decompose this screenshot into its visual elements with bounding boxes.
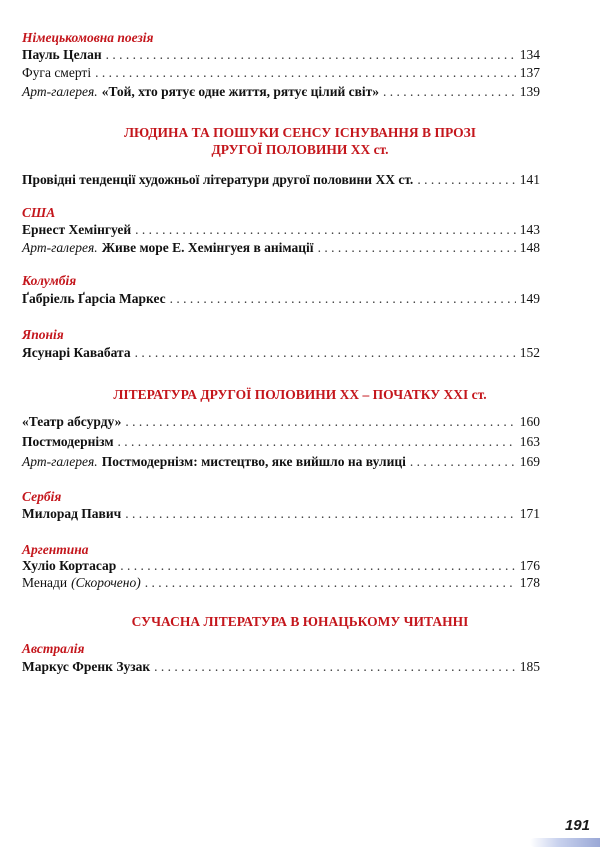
section-heading <box>40 124 560 158</box>
entry-title: Ґабріель Ґарсіа Маркес <box>22 291 166 306</box>
entry-prefix: Арт-галерея. <box>22 240 98 255</box>
country-heading: Австралія <box>22 641 85 656</box>
section-heading <box>40 613 560 630</box>
entry-note: (Скорочено) <box>71 575 141 590</box>
toc-entry[interactable] <box>22 65 540 82</box>
entry-page: 176 <box>519 558 540 573</box>
toc-entry[interactable] <box>22 659 540 676</box>
leader-dots <box>106 47 516 63</box>
leader-dots <box>154 659 516 675</box>
entry-page: 152 <box>519 345 540 360</box>
entry-title: Живе море Е. Хемінгуея в анімації <box>101 240 314 255</box>
country-heading: Японія <box>22 327 64 342</box>
entry-title: Менади <box>22 575 68 590</box>
country-heading: Колумбія <box>22 273 77 288</box>
toc-entry[interactable] <box>22 506 540 523</box>
toc-entry[interactable] <box>22 240 540 257</box>
country-heading: Аргентина <box>22 542 89 557</box>
leader-dots <box>170 291 516 307</box>
entry-page: 160 <box>519 414 540 429</box>
entry-title: Хуліо Кортасар <box>22 558 117 573</box>
entry-page: 134 <box>519 47 540 62</box>
toc-entry[interactable] <box>22 47 540 64</box>
toc-entry[interactable] <box>22 345 540 362</box>
toc-entry[interactable] <box>22 414 540 431</box>
entry-title: «Театр абсурду» <box>22 414 122 429</box>
leader-dots <box>417 172 515 188</box>
entry-title: Милорад Павич <box>22 506 122 521</box>
toc-entry[interactable] <box>22 222 540 239</box>
toc-entry[interactable] <box>22 84 540 101</box>
section-heading-line: СУЧАСНА ЛІТЕРАТУРА В ЮНАЦЬКОМУ ЧИТАННІ <box>131 614 469 629</box>
toc-entry[interactable] <box>22 172 540 189</box>
leader-dots <box>383 84 516 100</box>
entry-prefix: Арт-галерея. <box>22 454 98 469</box>
entry-title: Фуга смерті <box>22 65 92 80</box>
toc-entry[interactable] <box>22 558 540 575</box>
entry-page: 139 <box>519 84 540 99</box>
section-heading <box>40 386 560 403</box>
entry-page: 137 <box>519 65 540 80</box>
leader-dots <box>145 575 516 591</box>
entry-title: «Той, хто рятує одне життя, рятує цілий світ» <box>101 84 380 99</box>
entry-title: Пауль Целан <box>22 47 102 62</box>
leader-dots <box>135 222 516 238</box>
entry-title: Постмодернізм <box>22 434 114 449</box>
entry-prefix: Арт-галерея. <box>22 84 98 99</box>
toc-entry[interactable] <box>22 434 540 451</box>
leader-dots <box>95 65 516 81</box>
entry-title: Ясунарі Кавабата <box>22 345 131 360</box>
toc-entry[interactable] <box>22 575 540 592</box>
leader-dots <box>118 434 516 450</box>
leader-dots <box>318 240 516 256</box>
toc-entry[interactable] <box>22 291 540 308</box>
entry-page: 169 <box>519 454 540 469</box>
leader-dots <box>120 558 515 574</box>
entry-page: 141 <box>519 172 540 187</box>
page-number: 191 <box>564 817 590 834</box>
entry-page: 149 <box>519 291 540 306</box>
leader-dots <box>135 345 516 361</box>
section-heading-line: ДРУГОЇ ПОЛОВИНИ XX ст. <box>211 142 389 157</box>
entry-page: 148 <box>519 240 540 255</box>
leader-dots <box>125 414 515 430</box>
entry-title: Ернест Хемінгуей <box>22 222 132 237</box>
leader-dots <box>125 506 516 522</box>
country-heading: Сербія <box>22 489 62 504</box>
page-number-decoration <box>530 838 600 847</box>
entry-page: 163 <box>519 434 540 449</box>
entry-page: 185 <box>519 659 540 674</box>
section-heading-line: ЛІТЕРАТУРА ДРУГОЇ ПОЛОВИНИ XX – ПОЧАТКУ XXI ст. <box>113 387 487 402</box>
section-heading-line: ЛЮДИНА ТА ПОШУКИ СЕНСУ ІСНУВАННЯ В ПРОЗІ <box>124 125 476 140</box>
entry-page: 178 <box>519 575 540 590</box>
leader-dots <box>410 454 516 470</box>
country-heading: США <box>22 205 56 220</box>
entry-page: 143 <box>519 222 540 237</box>
toc-entry[interactable] <box>22 454 540 471</box>
entry-title: Провідні тенденції художньої літератури другої половини XX ст. <box>22 172 414 187</box>
country-heading: Німецькомовна поезія <box>22 30 154 45</box>
entry-title: Маркус Френк Зузак <box>22 659 151 674</box>
entry-title: Постмодернізм: мистецтво, яке вийшло на вулиці <box>101 454 406 469</box>
entry-page: 171 <box>519 506 540 521</box>
